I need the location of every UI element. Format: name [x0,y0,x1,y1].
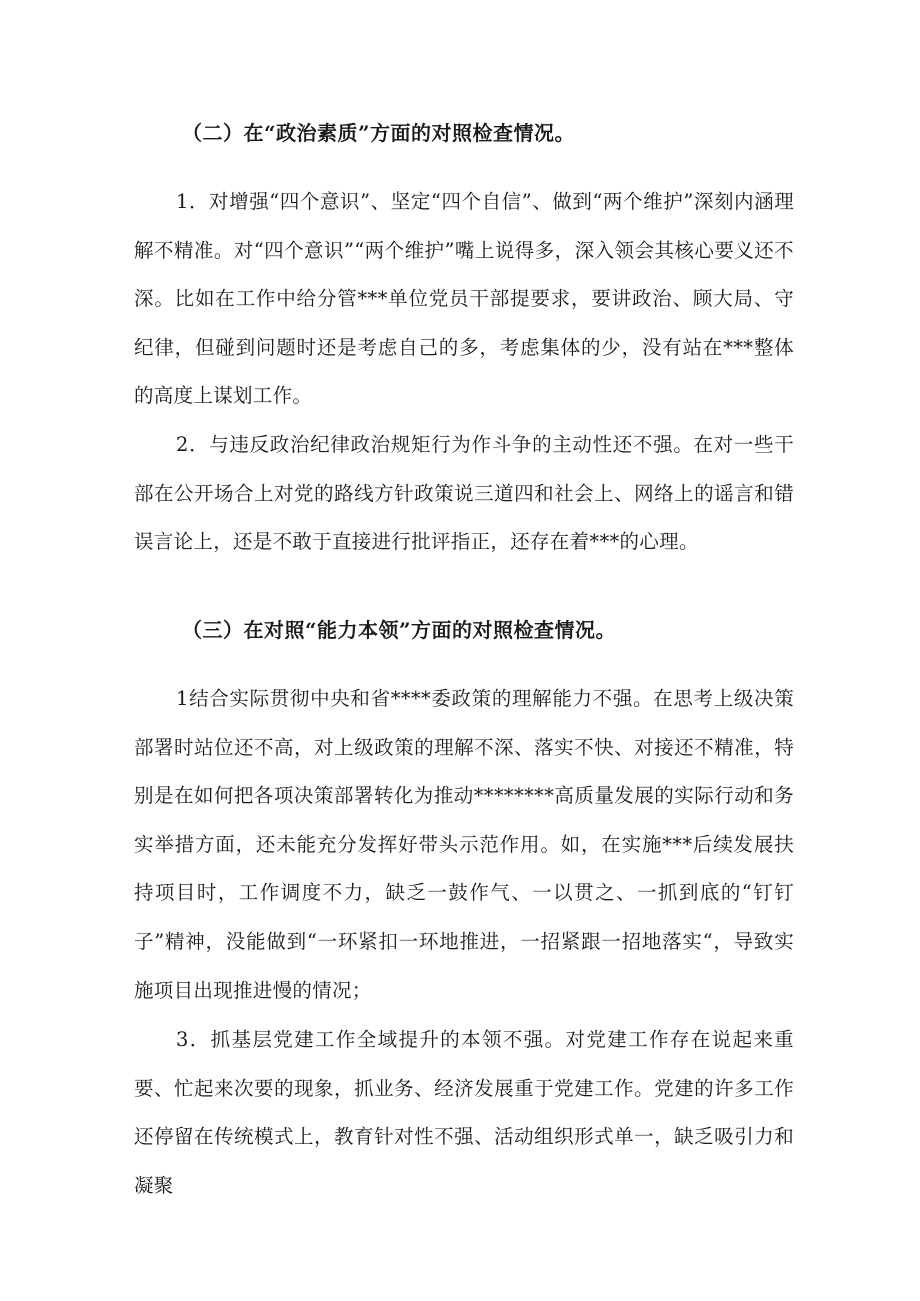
section-heading-ability: （三）在对照“能力本领”方面的对照检查情况。 [182,618,617,642]
paragraph-item-1: 1．对增强“四个意识”、坚定“四个自信”、做到“两个维护”深刻内涵理解不精准。对“四个意识”“两个维护”嘴上说得多，深入领会其核心要义还不深。比如在工作中给分管***单位党员干部提要求，要讲政治、顾大局、守纪律，但碰到问题时还是考虑自己的多，考虑集体的少，没有站在***整体的高度上谋划工作。 [134,190,794,408]
paragraph-item-4: 3．抓基层党建工作全域提升的本领不强。对党建工作存在说起来重要、忙起来次要的现象，抓业务、经济发展重于党建工作。党建的许多工作还停留在传统模式上，教育针对性不强、活动组织形式单一，缺乏吸引力和凝聚 [134,1028,794,1197]
paragraph-item-3: 1结合实际贯彻中央和省****委政策的理解能力不强。在思考上级决策部署时站位还不高，对上级政策的理解不深、落实不快、对接还不精准，特别是在如何把各项决策部署转化为推动********高质量发展的实际行动和务实举措方面，还未能充分发挥好带头示范作用。如，在实施***后续发展扶持项目时，工作调度不力，缺乏一鼓作气、一以贯之、一抓到底的“钉钉子”精神，没能做到“一环紧扣一环地推进，一招紧跟一招地落实“，导致实施项目出现推进慢的情况； [134,687,794,1002]
paragraph-item-2: 2．与违反政治纪律政治规矩行为作斗争的主动性还不强。在对一些干部在公开场合上对党的路线方针政策说三道四和社会上、网络上的谣言和错误言论上，还是不敢于直接进行批评指正，还存在着***的心理。 [134,433,794,554]
section-heading-political-quality: （二）在“政治素质”方面的对照检查情况。 [182,121,576,145]
